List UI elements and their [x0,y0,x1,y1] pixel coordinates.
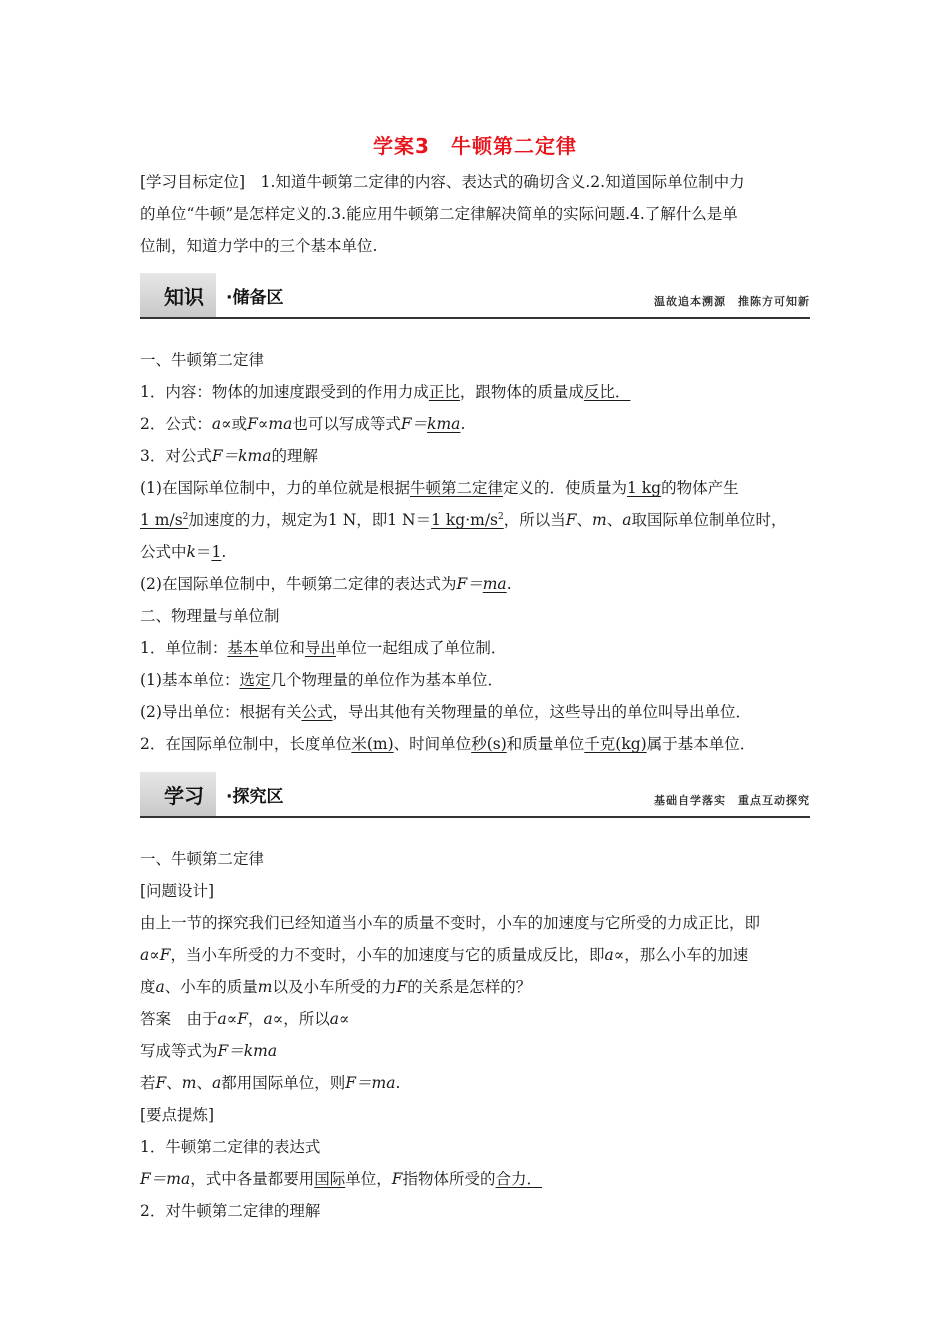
section-banner-study [140,772,810,818]
fill-blank: 反比． [583,383,631,401]
text-line: (2)导出单位：根据有关公式，导出其他有关物理量的单位，这些导出的单位叫导出单位． [140,703,751,721]
text-line: 1．单位制：基本单位和导出单位一起组成了单位制． [140,639,507,657]
banner-sublabel: ·储备区 [226,288,284,308]
fill-blank: 1 kg [627,479,662,497]
fill-blank: 正比 [428,383,460,401]
fill-blank: 公式 [301,703,333,721]
fill-blank: 1 $kg\cdot m/s^2$ [431,511,504,529]
banner-motto: 温故追本溯源 推陈方可知新 [654,295,810,308]
text-line: 由上一节的探究我们已经知道当小车的质量不变时，小车的加速度与它所受的力成正比，即 [140,914,761,932]
fill-blank: 基本 [227,639,259,657]
text-line: 2．公式：a∝或F∝ma也可以写成等式F＝kma. [140,415,466,433]
text-line: 3．对公式F＝kma的理解 [140,447,318,465]
text-line: 1 $m/s^2$加速度的力，规定为1 N，即1 N＝1 $kg\cdot m/s^2$，所以当F、m、a取国际单位制单位时， [140,511,787,529]
banner-motto: 基础自学落实 重点互动探究 [654,794,810,807]
banner-rule [140,317,810,319]
fill-blank: 国际 [314,1170,346,1188]
objectives-line-3: 位制，知道力学中的三个基本单位. [140,237,378,255]
banner-sublabel: ·探究区 [226,787,284,807]
objectives-line-1: [学习目标定位] 1.知道牛顿第二定律的内容、表达式的确切含义.2.知道国际单位制中力 [140,173,745,191]
banner-label: 学习 [164,784,204,808]
fill-blank: 秒(s) [471,735,507,753]
answer-line: 写成等式为F＝kma [140,1042,278,1060]
subheading: [要点提炼] [140,1106,215,1124]
fill-blank: ma [482,575,507,593]
answer-line: 答案 由于a∝F，a∝，所以a∝ [140,1010,350,1028]
text-line: 度a、小车的质量m以及小车所受的力F的关系是怎样的？ [140,978,532,996]
subheading: [问题设计] [140,882,215,900]
section-heading: 二、物理量与单位制 [140,607,280,625]
text-line: 2．对牛顿第二定律的理解 [140,1202,321,1220]
banner-rule [140,816,810,818]
text-line: (1)在国际单位制中，力的单位就是根据牛顿第二定律定义的．使质量为1 kg的物体产生 [140,479,739,497]
text-line: (2)在国际单位制中，牛顿第二定律的表达式为F＝ma. [140,575,512,593]
fill-blank: 米(m) [351,735,394,753]
objectives-line-2: 的单位“牛顿”是怎样定义的.3.能应用牛顿第二定律解决简单的实际问题.4.了解什么是单 [140,205,738,223]
text-line: F＝ma，式中各量都要用国际单位，F指物体所受的合力． [140,1170,543,1188]
fill-blank: 1 [211,543,222,561]
fill-blank: kma [427,415,461,433]
text-line: 公式中k＝1. [140,543,227,561]
fill-blank: 千克(kg) [584,735,647,753]
answer-line: 若F、m、a都用国际单位，则F＝ma. [140,1074,401,1092]
fill-blank: 导出 [304,639,336,657]
section-heading: 一、牛顿第二定律 [140,850,265,868]
fill-blank: 牛顿第二定律 [409,479,503,497]
text-line: 2．在国际单位制中，长度单位米(m)、时间单位秒(s)和质量单位千克(kg)属于基本单位． [140,735,756,753]
section-banner-knowledge [140,273,810,319]
banner-label: 知识 [164,285,204,309]
text-line: 1．内容：物体的加速度跟受到的作用力成正比，跟物体的质量成反比． [140,383,631,401]
text-line: (1)基本单位：选定几个物理量的单位作为基本单位． [140,671,503,689]
fill-blank: 合力． [495,1170,543,1188]
page-title: 学案3 牛顿第二定律 [373,134,577,158]
fill-blank: 1 $m/s^2$ [140,511,189,529]
text-line: a∝F，当小车所受的力不变时，小车的加速度与它的质量成反比，即a∝，那么小车的加速 [140,946,749,964]
fill-blank: 选定 [239,671,271,689]
text-line: 1．牛顿第二定律的表达式 [140,1138,321,1156]
section-heading: 一、牛顿第二定律 [140,351,265,369]
